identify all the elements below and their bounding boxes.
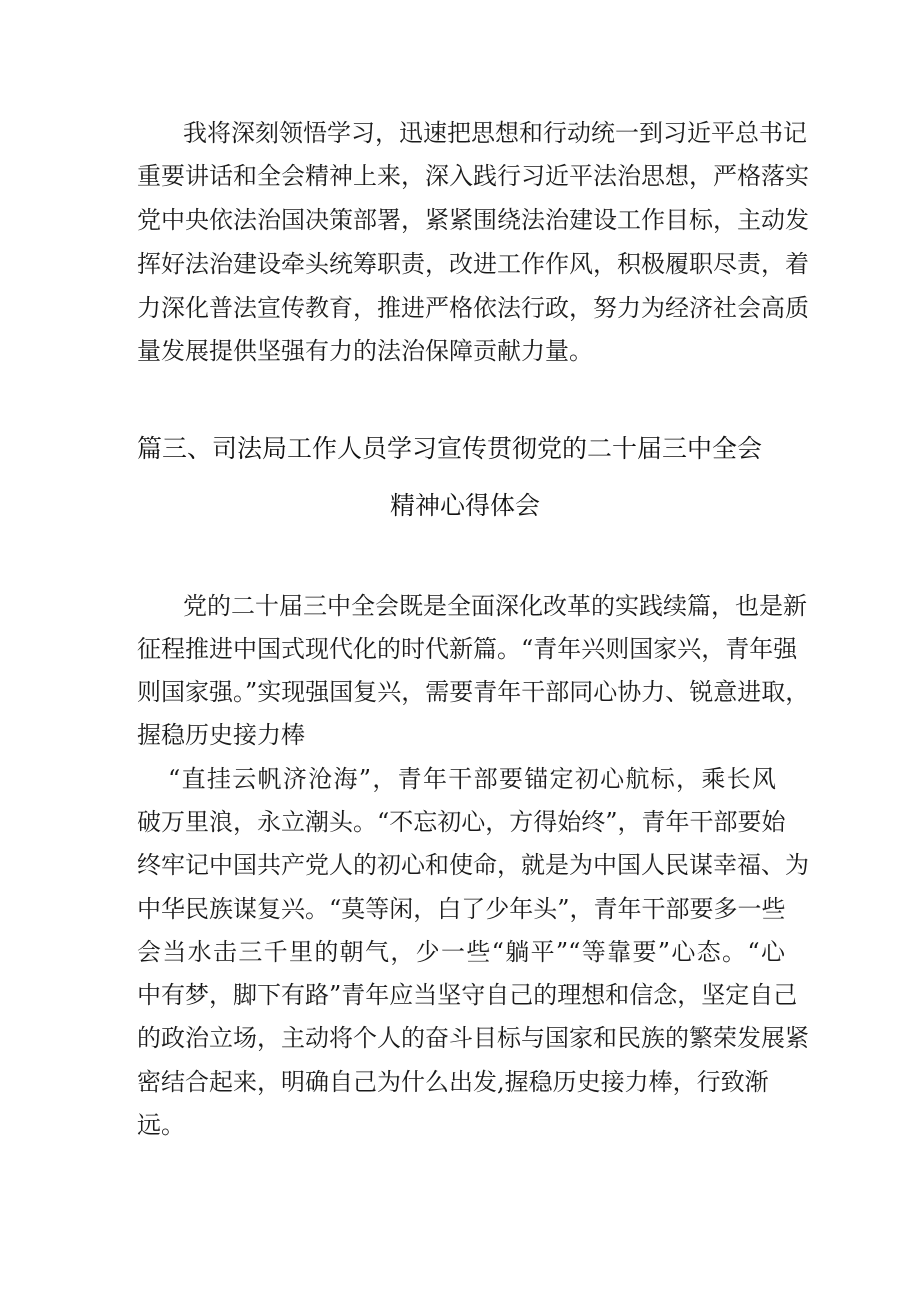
text-line: 破万里浪，永立潮头。“不忘初心，方得始终”，青年干部要始 <box>137 808 786 836</box>
text-line: “直挂云帆济沧海”，青年干部要锚定初心航标，乘长风 <box>168 765 776 793</box>
section-heading-line2: 精神心得体会 <box>390 491 541 520</box>
text-line: 密结合起来，明确自己为什么出发,握稳历史接力棒，行致渐 <box>137 1068 769 1096</box>
text-line: 中有梦，脚下有路”青年应当坚守自己的理想和信念，坚定自己 <box>137 981 798 1009</box>
text-line: 党中央依法治国决策部署，紧紧围绕法治建设工作目标，主动发 <box>137 206 809 234</box>
text-line: 党的二十届三中全会既是全面深化改革的实践续篇，也是新 <box>183 592 807 620</box>
section-heading-line1: 篇三、司法局工作人员学习宣传贯彻党的二十届三中全会 <box>137 434 763 463</box>
text-line: 的政治立场，主动将个人的奋斗目标与国家和民族的繁荣发展紧 <box>137 1024 809 1052</box>
text-line: 终牢记中国共产党人的初心和使命，就是为中国人民谋幸福、为 <box>137 851 809 879</box>
text-line: 远。 <box>137 1111 185 1139</box>
text-line: 力深化普法宣传教育，推进严格依法行政，努力为经济社会高质 <box>137 294 809 322</box>
text-line: 征程推进中国式现代化的时代新篇。“青年兴则国家兴，青年强 <box>137 635 798 663</box>
text-line: 我将深刻领悟学习，迅速把思想和行动统一到习近平总书记 <box>183 119 807 147</box>
text-line: 挥好法治建设牵头统筹职责，改进工作作风，积极履职尽责，着 <box>137 250 809 278</box>
text-line: 会当水击三千里的朝气，少一些“躺平”“等靠要”心态。“心 <box>137 938 785 966</box>
text-line: 量发展提供坚强有力的法治保障贡献力量。 <box>137 337 593 365</box>
text-line: 则国家强。”实现强国复兴，需要青年干部同心协力、锐意进取， <box>137 678 810 706</box>
text-line: 重要讲话和全会精神上来，深入践行习近平法治思想，严格落实 <box>137 162 809 190</box>
text-line: 握稳历史接力棒 <box>137 721 305 749</box>
text-line: 中华民族谋复兴。“莫等闲，白了少年头”，青年干部要多一些 <box>137 895 786 923</box>
